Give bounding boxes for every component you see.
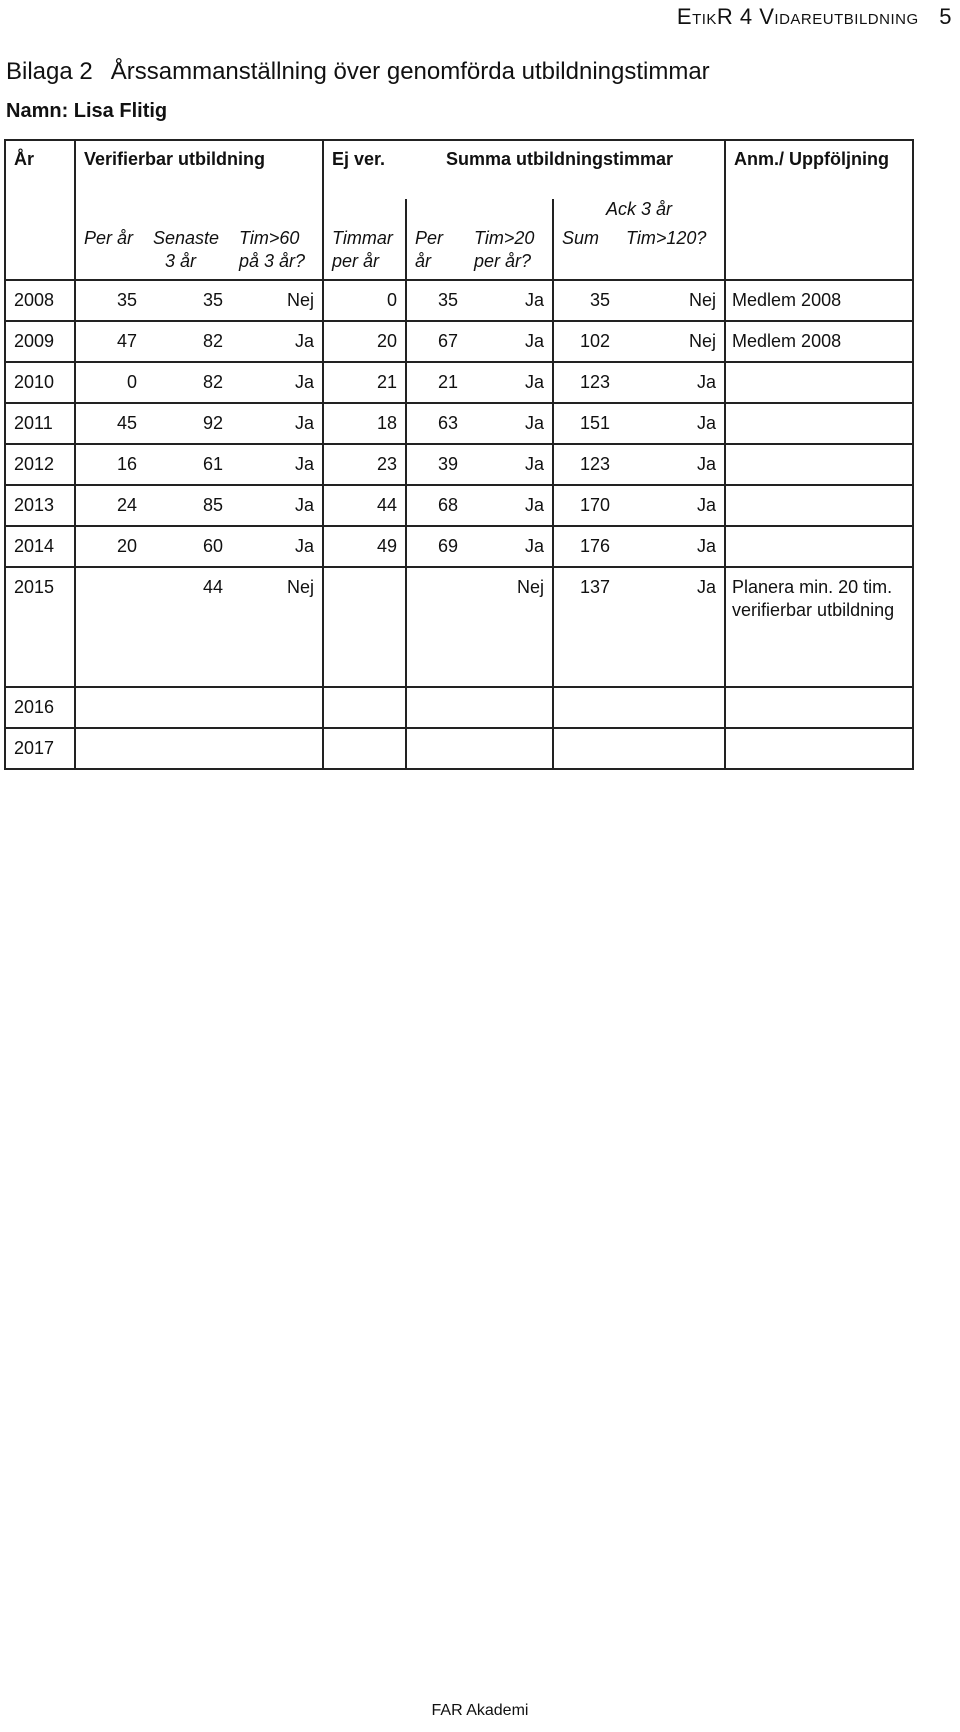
running-head-suffix: R 4 Vidareutbildning [716, 4, 919, 29]
cell-tim60: Ja [231, 403, 323, 444]
cell-note [725, 687, 913, 728]
cell-tim60: Ja [231, 321, 323, 362]
cell-tim20: Ja [466, 403, 553, 444]
cell-note: Planera min. 20 tim. verifierbar utbildning [725, 567, 913, 687]
cell-hours: 49 [323, 526, 406, 567]
cell-sum: 123 [553, 444, 618, 485]
cell-tim120: Nej [618, 321, 725, 362]
cell-note [725, 444, 913, 485]
cell-per-year: 35 [75, 280, 145, 321]
cell-hours: 23 [323, 444, 406, 485]
table-body [5, 280, 913, 769]
cell-hours [323, 687, 406, 728]
cell-tim120: Ja [618, 567, 725, 687]
header-row [5, 140, 913, 199]
cell-tim60: Ja [231, 362, 323, 403]
cell-hours [323, 728, 406, 769]
appendix-label: Bilaga 2 [6, 58, 93, 85]
cell-last3 [145, 687, 231, 728]
cell-year: 2017 [5, 728, 75, 769]
cell-per-year: 47 [75, 321, 145, 362]
cell-per: 35 [406, 280, 466, 321]
cell-tim60 [231, 687, 323, 728]
subheader-sum: Sum [553, 221, 618, 280]
cell-per-year: 16 [75, 444, 145, 485]
cell-sum [553, 728, 618, 769]
cell-year: 2012 [5, 444, 75, 485]
subheader-per: Per år [406, 221, 466, 280]
cell-tim120: Ja [618, 444, 725, 485]
cell-sum: 35 [553, 280, 618, 321]
cell-note [725, 362, 913, 403]
cell-per: 63 [406, 403, 466, 444]
cell-tim120: Ja [618, 362, 725, 403]
cell-sum: 170 [553, 485, 618, 526]
cell-year: 2011 [5, 403, 75, 444]
cell-last3: 85 [145, 485, 231, 526]
cell-tim20: Ja [466, 485, 553, 526]
table-row [5, 567, 913, 687]
cell-per: 69 [406, 526, 466, 567]
header-year: År [5, 140, 75, 199]
page-number: 5 [939, 4, 952, 29]
table-row [5, 321, 913, 362]
training-hours-table [4, 139, 914, 770]
cell-sum: 102 [553, 321, 618, 362]
cell-note [725, 403, 913, 444]
cell-per-year: 45 [75, 403, 145, 444]
page-title [6, 58, 710, 86]
cell-tim60: Nej [231, 567, 323, 687]
cell-per [406, 728, 466, 769]
cell-per-year [75, 687, 145, 728]
cell-sum: 151 [553, 403, 618, 444]
appendix-title: Årssammanställning över genomförda utbildningstimmar [110, 58, 710, 85]
cell-per-year [75, 567, 145, 687]
cell-sum: 123 [553, 362, 618, 403]
cell-sum [553, 687, 618, 728]
cell-hours: 0 [323, 280, 406, 321]
table-row [5, 444, 913, 485]
cell-year: 2013 [5, 485, 75, 526]
cell-per: 67 [406, 321, 466, 362]
cell-note [725, 526, 913, 567]
table-row [5, 687, 913, 728]
cell-tim120 [618, 728, 725, 769]
cell-year: 2016 [5, 687, 75, 728]
cell-last3: 92 [145, 403, 231, 444]
person-name: Namn: Lisa Flitig [6, 100, 168, 122]
cell-tim60: Ja [231, 526, 323, 567]
cell-tim20: Ja [466, 280, 553, 321]
cell-hours: 18 [323, 403, 406, 444]
cell-sum: 137 [553, 567, 618, 687]
table-row [5, 728, 913, 769]
table-row [5, 362, 913, 403]
cell-tim20: Nej [466, 567, 553, 687]
table-row [5, 280, 913, 321]
cell-last3: 60 [145, 526, 231, 567]
cell-tim120 [618, 687, 725, 728]
cell-last3: 35 [145, 280, 231, 321]
cell-last3 [145, 728, 231, 769]
cell-hours: 20 [323, 321, 406, 362]
cell-per [406, 567, 466, 687]
cell-tim120: Ja [618, 403, 725, 444]
cell-year: 2008 [5, 280, 75, 321]
cell-note [725, 728, 913, 769]
running-head [677, 4, 952, 30]
cell-tim60 [231, 728, 323, 769]
cell-tim20: Ja [466, 362, 553, 403]
cell-per-year [75, 728, 145, 769]
header-unverified: Ej ver. [323, 140, 406, 199]
header-note: Anm./ Uppföljning [725, 140, 913, 221]
header-verifiable: Verifierbar utbildning [75, 140, 323, 199]
cell-hours: 21 [323, 362, 406, 403]
cell-tim20: Ja [466, 321, 553, 362]
cell-sum: 176 [553, 526, 618, 567]
cell-hours [323, 567, 406, 687]
cell-year: 2015 [5, 567, 75, 687]
subheader-row [5, 221, 913, 280]
cell-tim20 [466, 728, 553, 769]
cell-tim120: Ja [618, 485, 725, 526]
cell-tim20 [466, 687, 553, 728]
table-row [5, 526, 913, 567]
cell-tim120: Ja [618, 526, 725, 567]
cell-last3: 82 [145, 321, 231, 362]
cell-tim20: Ja [466, 526, 553, 567]
cell-per-year: 20 [75, 526, 145, 567]
cell-tim60: Ja [231, 444, 323, 485]
cell-per-year: 24 [75, 485, 145, 526]
cell-tim20: Ja [466, 444, 553, 485]
cell-per: 68 [406, 485, 466, 526]
subheader-last3: Senaste 3 år [145, 221, 231, 280]
cell-tim120: Nej [618, 280, 725, 321]
cell-note: Medlem 2008 [725, 280, 913, 321]
cell-year: 2014 [5, 526, 75, 567]
cell-last3: 44 [145, 567, 231, 687]
cell-per: 39 [406, 444, 466, 485]
cell-note [725, 485, 913, 526]
table-row [5, 485, 913, 526]
header-sum: Summa utbildningstimmar [406, 140, 725, 199]
cell-per-year: 0 [75, 362, 145, 403]
cell-note: Medlem 2008 [725, 321, 913, 362]
cell-hours: 44 [323, 485, 406, 526]
cell-year: 2010 [5, 362, 75, 403]
subheader-tim60: Tim>60 på 3 år? [231, 221, 323, 280]
cell-year: 2009 [5, 321, 75, 362]
cell-last3: 82 [145, 362, 231, 403]
running-head-prefix: Etik [676, 4, 717, 29]
subheader-tim20: Tim>20 per år? [466, 221, 553, 280]
footer: FAR Akademi [431, 1702, 529, 1719]
subheader-hours: Timmar per år [323, 221, 406, 280]
cell-tim60: Nej [231, 280, 323, 321]
cell-per [406, 687, 466, 728]
header-ack: Ack 3 år [553, 199, 725, 221]
subheader-tim120: Tim>120? [618, 221, 725, 280]
cell-tim60: Ja [231, 485, 323, 526]
cell-per: 21 [406, 362, 466, 403]
cell-last3: 61 [145, 444, 231, 485]
subheader-per-year: Per år [75, 221, 145, 280]
table-row [5, 403, 913, 444]
